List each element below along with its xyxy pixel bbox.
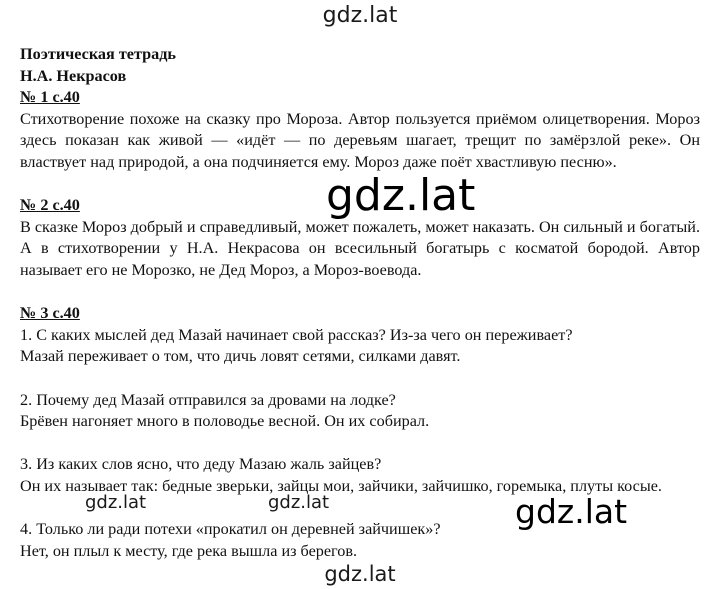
watermark-bottom: gdz.lat [324, 562, 396, 586]
watermark-large-center: gdz.lat [326, 170, 476, 221]
task-2-answer: В сказке Мороз добрый и справедливый, может пожалеть, может наказать. Он сильный и богатый. А в стихотворении у Н.А. Некрасова он всесильный богатырь с косматой бородой. Автор называет его не Морозко, не Дед Мороз, а Мороз-воевода. [20, 217, 701, 279]
task-1-answer: Стихотворение похоже на сказку про Мороза. Автор пользуется приёмом олицетворения. Мороз здесь показан как живой — «идёт — по деревьям шагает, трещит по замёрзлой реке». Он властвует над природой, а она подчиняется ему. Мороз даже поёт хвастливую песню». [20, 109, 700, 171]
question-3: 3. Из каких слов ясно, что деду Мазаю жаль зайцев? [20, 455, 382, 474]
question-2: 2. Почему дед Мазай отправился за дровами на лодке? [20, 390, 396, 409]
question-4: 4. Только ли ради потехи «прокатил он деревней зайчишек»? [20, 520, 441, 539]
author-name: Н.А. Некрасов [20, 66, 127, 85]
watermark-small-left: gdz.lat [85, 492, 147, 513]
watermark-small-center: gdz.lat [268, 492, 330, 513]
watermark-top: gdz.lat [322, 3, 398, 28]
answer-3: Он их называет так: бедные зверьки, зайцы мои, зайчики, зайчишко, горемыка, плуты косые. [20, 476, 662, 495]
document-body [20, 44, 700, 562]
question-1: 1. С каких мыслей дед Мазай начинает свой рассказ? Из-за чего он переживает? [20, 325, 573, 344]
answer-2: Брёвен нагоняет много в половодье весной. Он их собирал. [20, 412, 430, 431]
watermark-right: gdz.lat [515, 492, 628, 531]
answer-4: Нет, он плыл к месту, где река вышла из берегов. [20, 541, 358, 560]
task-3-heading: № 3 с.40 [20, 304, 80, 323]
section-title: Поэтическая тетрадь [20, 45, 176, 63]
answer-1: Мазай переживает о том, что дичь ловят сетями, силками давят. [20, 347, 461, 366]
task-1-heading: № 1 с.40 [20, 88, 80, 107]
task-2-heading: № 2 с.40 [20, 196, 80, 215]
